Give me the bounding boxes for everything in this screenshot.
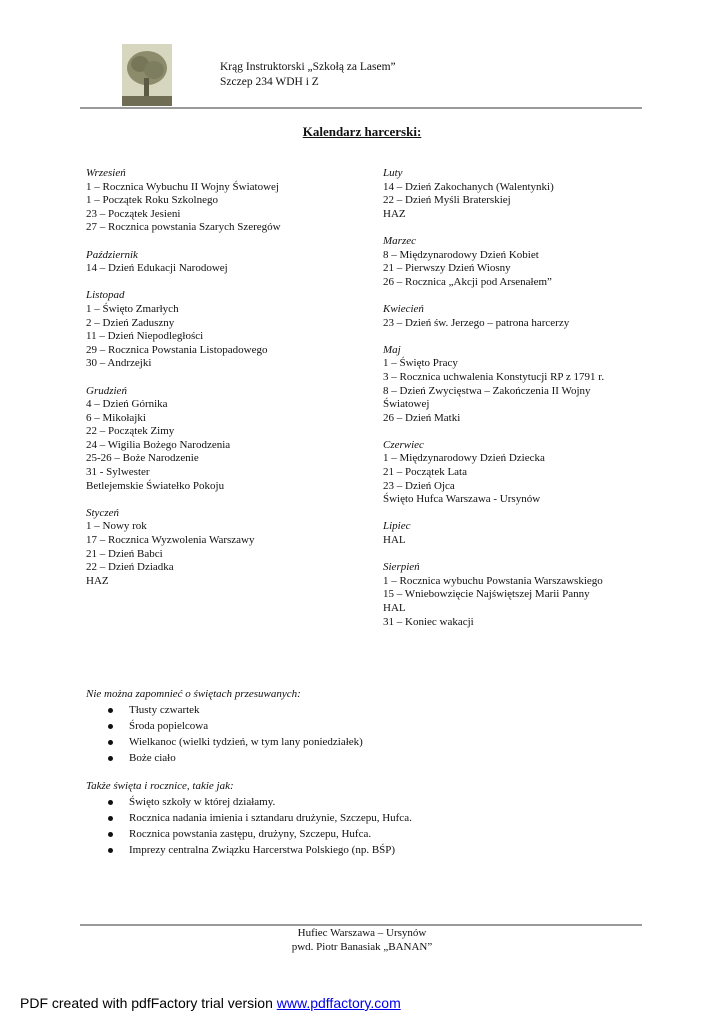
bullet-icon	[108, 756, 113, 761]
list-item-text: Wielkanoc (wielki tydzień, w tym lany poniedziałek)	[129, 736, 363, 748]
month-name: Luty	[383, 167, 403, 179]
month-block	[383, 439, 633, 507]
month-name: Marzec	[383, 234, 416, 247]
month-name: Sierpień	[383, 561, 420, 574]
calendar-entry: 23 – Początek Jesieni	[86, 207, 181, 220]
calendar-entry: 1 – Początek Roku Szkolnego	[86, 194, 218, 207]
list-item	[86, 842, 646, 858]
calendar-entry: 2 – Dzień Zaduszny	[86, 316, 175, 329]
calendar-entry: 8 – Dzień Zwycięstwa – Zakończenia II Wojny Światowej	[383, 384, 591, 411]
calendar-entry: 1 – Nowy rok	[86, 520, 147, 533]
calendar-entry: 24 – Wigilia Bożego Narodzenia	[86, 438, 231, 451]
list-item-text: Środa popielcowa	[129, 720, 209, 732]
other-holidays-intro: Także święta i rocznice, takie jak:	[86, 780, 234, 792]
list-item	[86, 702, 646, 718]
logo-tree-image	[122, 44, 172, 106]
footer-organization: Hufiec Warszawa – Ursynów	[297, 927, 427, 939]
calendar-entry: 17 – Rocznica Wyzwolenia Warszawy	[86, 534, 255, 547]
calendar-entry: 15 – Wniebowzięcie Najświętszej Marii Panny	[383, 588, 590, 601]
pdf-banner-text: PDF created with pdfFactory trial version	[20, 995, 277, 1011]
month-block	[383, 235, 633, 289]
bullet-icon	[108, 848, 113, 853]
month-block	[383, 167, 633, 221]
footer-divider	[80, 924, 642, 926]
list-item-text: Tłusty czwartek	[129, 704, 200, 716]
calendar-entry: 1 – Międzynarodowy Dzień Dziecka	[383, 452, 545, 465]
list-item	[86, 750, 646, 766]
month-name: Kwiecień	[383, 302, 424, 315]
calendar-entry: 21 – Początek Lata	[383, 466, 467, 479]
movable-holidays-intro: Nie można zapomnieć o świętach przesuwanych:	[86, 688, 301, 700]
header-organization: Krąg Instruktorski „Szkołą za Lasem”	[220, 61, 396, 73]
header-divider	[80, 107, 642, 109]
list-item-text: Święto szkoły w której działamy.	[129, 796, 276, 808]
bullet-icon	[108, 816, 113, 821]
pdf-banner	[20, 995, 401, 1011]
notes-section	[86, 686, 646, 870]
month-block	[86, 289, 366, 371]
calendar-entry: 22 – Dzień Myśli Braterskiej	[383, 194, 511, 207]
calendar-entry: 14 – Dzień Edukacji Narodowej	[86, 262, 228, 275]
calendar-entry: 29 – Rocznica Powstania Listopadowego	[86, 343, 268, 356]
calendar-right-column	[383, 167, 633, 643]
month-name: Czerwiec	[383, 438, 424, 451]
calendar-left-column	[86, 167, 366, 602]
bullet-icon	[108, 832, 113, 837]
calendar-entry: 1 – Rocznica wybuchu Powstania Warszawskiego	[383, 574, 603, 587]
calendar-entry: 22 – Dzień Dziadka	[86, 561, 174, 574]
list-item	[86, 810, 646, 826]
calendar-entry: Święto Hufca Warszawa - Ursynów	[383, 493, 541, 506]
calendar-entry: 1 – Święto Zmarłych	[86, 302, 179, 315]
calendar-entry: 4 – Dzień Górnika	[86, 398, 168, 411]
bullet-icon	[108, 740, 113, 745]
bullet-icon	[108, 800, 113, 805]
month-block	[383, 520, 633, 547]
calendar-entry: 23 – Dzień Ojca	[383, 479, 455, 492]
list-item	[86, 718, 646, 734]
list-item	[86, 794, 646, 810]
month-name: Listopad	[86, 289, 125, 302]
calendar-entry: 26 – Rocznica „Akcji pod Arsenałem”	[383, 275, 552, 288]
calendar-entry: HAL	[383, 602, 406, 614]
calendar-entry: 31 - Sylwester	[86, 466, 150, 479]
calendar-entry: 26 – Dzień Matki	[383, 411, 461, 424]
month-name: Lipiec	[383, 520, 411, 533]
calendar-entry: 21 – Pierwszy Dzień Wiosny	[383, 262, 511, 275]
month-block	[86, 167, 366, 235]
list-item-text: Rocznica nadania imienia i sztandaru drużynie, Szczepu, Hufca.	[129, 812, 412, 824]
month-block	[86, 249, 366, 276]
calendar-entry: 8 – Międzynarodowy Dzień Kobiet	[383, 248, 539, 261]
calendar-entry: 31 – Koniec wakacji	[383, 615, 474, 628]
bullet-icon	[108, 708, 113, 713]
month-name: Październik	[86, 248, 138, 261]
list-item	[86, 734, 646, 750]
bullet-icon	[108, 724, 113, 729]
footer-author: pwd. Piotr Banasiak „BANAN”	[291, 940, 433, 953]
other-holidays-list	[86, 794, 646, 858]
page-title: Kalendarz harcerski:	[302, 124, 422, 139]
calendar-entry: HAL	[383, 534, 406, 547]
month-name: Styczeń	[86, 506, 119, 519]
list-item-text: Imprezy centralna Związku Harcerstwa Polskiego (np. BŚP)	[129, 844, 396, 856]
calendar-entry: Betlejemskie Światełko Pokoju	[86, 479, 225, 492]
footer	[0, 927, 724, 954]
calendar-entry: 3 – Rocznica uchwalenia Konstytucji RP z 1791 r.	[383, 370, 605, 383]
month-block	[86, 507, 366, 589]
calendar-entry: 25-26 – Boże Narodzenie	[86, 452, 199, 465]
month-name: Wrzesień	[86, 167, 126, 179]
list-item-text: Boże ciało	[129, 752, 176, 764]
header-unit: Szczep 234 WDH i Z	[220, 76, 319, 88]
month-block	[383, 303, 633, 330]
month-block	[383, 561, 633, 629]
month-block	[86, 385, 366, 494]
calendar-entry: 30 – Andrzejki	[86, 357, 152, 370]
calendar-entry: 14 – Dzień Zakochanych (Walentynki)	[383, 180, 554, 193]
calendar-entry: 27 – Rocznica powstania Szarych Szeregów	[86, 221, 281, 234]
calendar-entry: HAZ	[383, 207, 406, 220]
movable-holidays-list	[86, 702, 646, 766]
calendar-entry: 23 – Dzień św. Jerzego – patrona harcerzy	[383, 316, 570, 329]
calendar-entry: 21 – Dzień Babci	[86, 547, 163, 560]
header	[220, 60, 396, 90]
calendar-entry: 6 – Mikołajki	[86, 411, 146, 424]
month-name: Maj	[383, 343, 401, 356]
calendar-entry: HAZ	[86, 574, 109, 587]
calendar-entry: 1 – Święto Pracy	[383, 357, 458, 370]
calendar-entry: 22 – Początek Zimy	[86, 425, 175, 438]
calendar-entry: 11 – Dzień Niepodległości	[86, 330, 204, 343]
pdffactory-link[interactable]: www.pdffactory.com	[276, 995, 401, 1011]
month-name: Grudzień	[86, 384, 127, 397]
month-block	[383, 344, 633, 426]
calendar-entry: 1 – Rocznica Wybuchu II Wojny Światowej	[86, 180, 279, 193]
list-item	[86, 826, 646, 842]
list-item-text: Rocznica powstania zastępu, drużyny, Szczepu, Hufca.	[129, 828, 372, 840]
